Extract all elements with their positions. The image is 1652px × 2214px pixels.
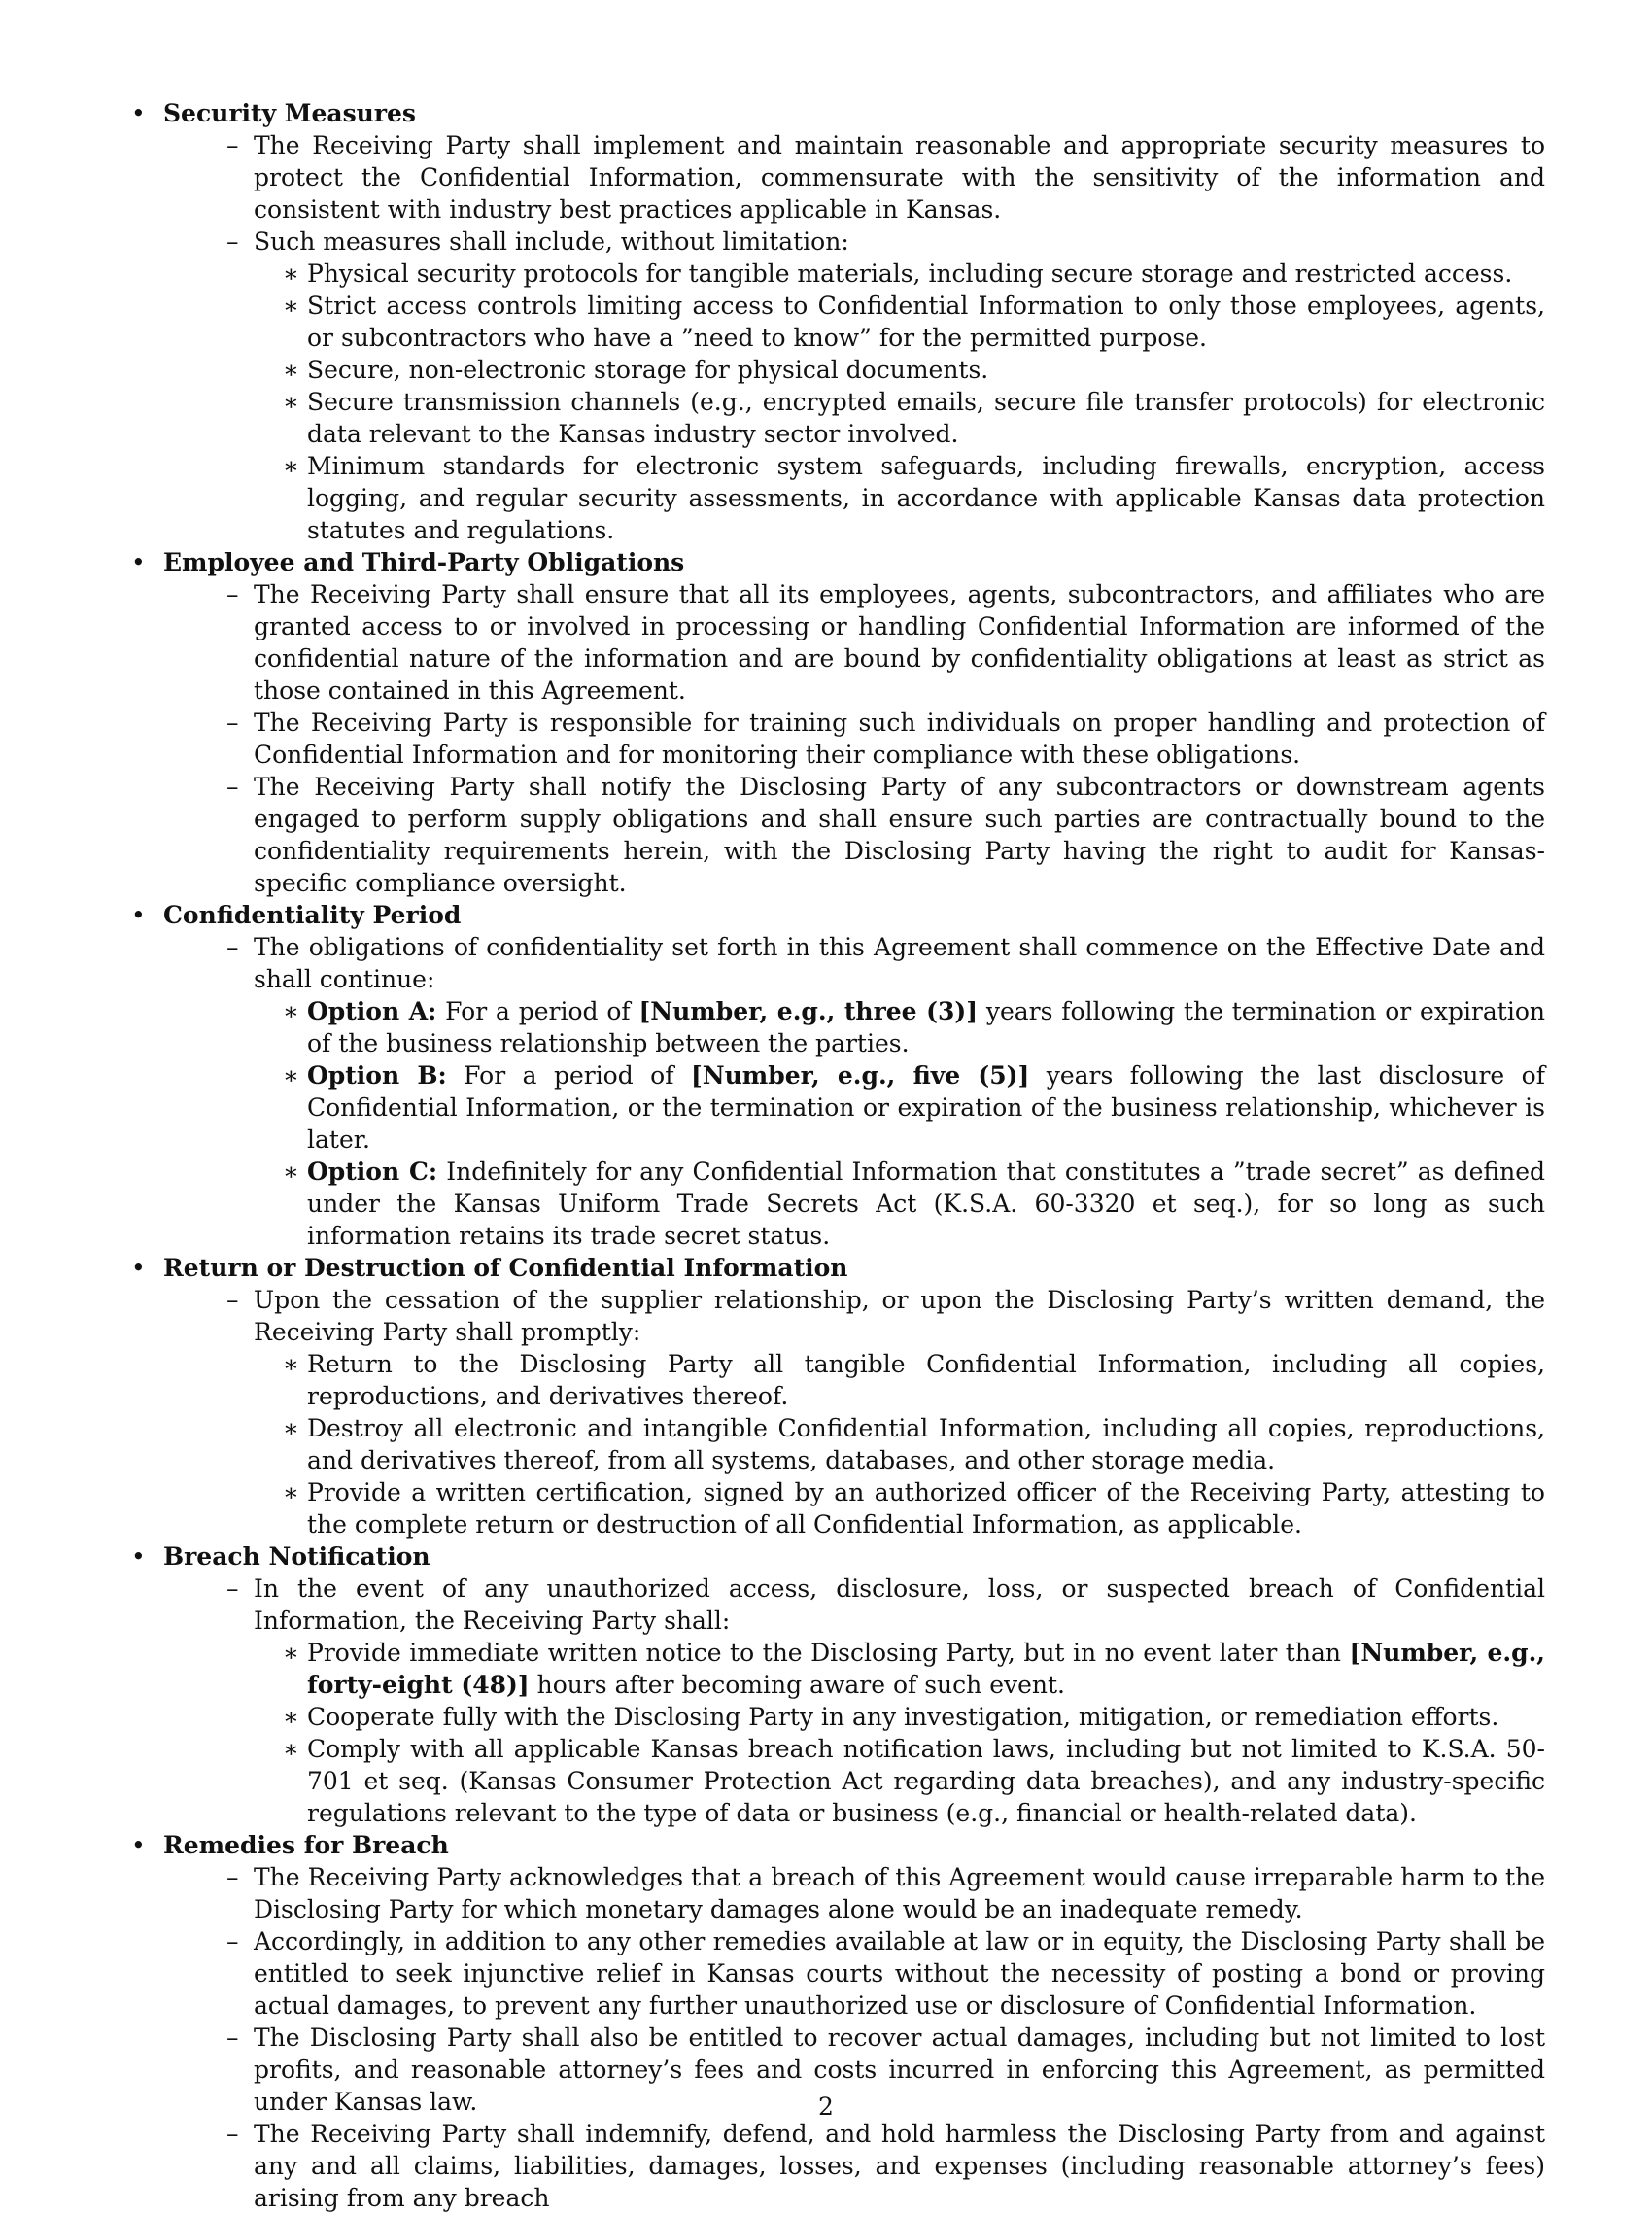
clause-text: – The Receiving Party acknowledges that a breach of this Agreement would cause irreparable harm to the Disclosing Party for which monetary damages alone would be an inadequate remedy. bbox=[254, 1863, 1545, 1923]
clause-text: – The Receiving Party is responsible for training such individuals on proper handling and protection of Confidential Information and for monitoring their compliance with these obligations. bbox=[254, 709, 1545, 769]
subclause-text: years following the last disclosure of Confidential Information, or the termination or expiration of the business relationship, whichever is later. bbox=[307, 1061, 1545, 1154]
clause-list bbox=[163, 1573, 1545, 1829]
clause-text: – The obligations of confidentiality set forth in this Agreement shall commence on the Effective Date and shall continue: bbox=[254, 933, 1545, 993]
clause-list bbox=[163, 1861, 1545, 2214]
clause bbox=[163, 1573, 1545, 1829]
subclause: ∗ Strict access controls limiting access to Confidential Information to only those employees, agents, or subcontractors who have a ”need to know” for the permitted purpose. bbox=[254, 290, 1545, 354]
clause-list bbox=[163, 1284, 1545, 1540]
clause-text: – Upon the cessation of the supplier relationship, or upon the Disclosing Party’s written demand, the Receiving Party shall promptly: bbox=[254, 1286, 1545, 1346]
clause-text: – The Receiving Party shall notify the Disclosing Party of any subcontractors or downstream agents engaged to perform supply obligations and shall ensure such parties are contractually bound to the confidentiality requirements herein, with the Disclosing Party having the right to audit for Kansas-specific compliance oversight. bbox=[254, 773, 1545, 897]
fill-in-placeholder: [Number, e.g., five (5)] bbox=[690, 1061, 1030, 1090]
section-heading: • Security Measures bbox=[163, 99, 416, 127]
section bbox=[131, 1252, 1545, 1540]
clause bbox=[163, 1861, 1545, 1925]
section bbox=[131, 546, 1545, 899]
section-list bbox=[131, 97, 1545, 2214]
subclause: ∗ Secure transmission channels (e.g., encrypted emails, secure file transfer protocols) for electronic data relevant to the Kansas industry sector involved. bbox=[254, 386, 1545, 450]
subclause bbox=[254, 995, 1545, 1059]
document-body bbox=[131, 97, 1545, 2214]
page-number: 2 bbox=[818, 2093, 834, 2121]
section-heading: • Return or Destruction of Confidential Information bbox=[163, 1254, 848, 1282]
fill-in-placeholder: [Number, e.g., three (3)] bbox=[638, 997, 979, 1025]
subclause: ∗ Comply with all applicable Kansas breach notification laws, including but not limited to K.S.A. 50-701 et seq. (Kansas Consumer Protection Act regarding data breaches), and any industry-specific regulations relevant to the type of data or business (e.g., financial or health-related data). bbox=[254, 1733, 1545, 1829]
section bbox=[131, 97, 1545, 546]
clause-text: – The Receiving Party shall ensure that all its employees, agents, subcontractors, and affiliates who are granted access to or involved in processing or handling Confidential Information are informed of the confidential nature of the information and are bound by confidentiality obligations at least as strict as those contained in this Agreement. bbox=[254, 580, 1545, 705]
clause bbox=[163, 2118, 1545, 2214]
fill-in-placeholder: [Number, e.g., forty-eight (48)] bbox=[307, 1639, 1545, 1699]
subclause-list bbox=[254, 995, 1545, 1252]
section-heading: • Breach Notification bbox=[163, 1542, 430, 1571]
clause bbox=[163, 931, 1545, 1252]
clause-text: – Accordingly, in addition to any other remedies available at law or in equity, the Disclosing Party shall be entitled to seek injunctive relief in Kansas courts without the necessity of posting a bond or proving actual damages, to prevent any further unauthorized use or disclosure of Confidential Information. bbox=[254, 1927, 1545, 2020]
option-label: Option C: bbox=[307, 1158, 438, 1186]
option-label: Option A: bbox=[307, 997, 437, 1025]
clause bbox=[163, 771, 1545, 899]
section bbox=[131, 899, 1545, 1252]
clause-text: – In the event of any unauthorized access, disclosure, loss, or suspected breach of Confidential Information, the Receiving Party shall: bbox=[254, 1574, 1545, 1635]
clause-list bbox=[163, 931, 1545, 1252]
subclause-text: Indefinitely for any Confidential Information that constitutes a ”trade secret” as defined under the Kansas Uniform Trade Secrets Act (K.S.A. 60-3320 et seq.), for so long as such information retains its trade secret status. bbox=[307, 1158, 1545, 1250]
clause-list bbox=[163, 129, 1545, 546]
subclause: ∗ Physical security protocols for tangible materials, including secure storage and restricted access. bbox=[254, 258, 1545, 290]
subclause-text: hours after becoming aware of such event. bbox=[529, 1671, 1066, 1699]
section-heading: • Confidentiality Period bbox=[163, 901, 462, 929]
clause-text: – The Receiving Party shall implement and maintain reasonable and appropriate security measures to protect the Confidential Information, commensurate with the sensitivity of the information and consistent with industry best practices applicable in Kansas. bbox=[254, 131, 1545, 224]
section-heading: • Employee and Third-Party Obligations bbox=[163, 548, 685, 576]
subclause-text: years following the termination or expiration of the business relationship between the parties. bbox=[307, 997, 1545, 1057]
subclause bbox=[254, 1059, 1545, 1156]
section bbox=[131, 1540, 1545, 1829]
clause-text: – The Disclosing Party shall also be entitled to recover actual damages, including but not limited to lost profits, and reasonable attorney’s fees and costs incurred in enforcing this Agreement, as permitted under Kansas law. bbox=[254, 2024, 1545, 2116]
subclause-list bbox=[254, 1637, 1545, 1829]
subclause: ∗ Destroy all electronic and intangible Confidential Information, including all copies, reproductions, and derivatives thereof, from all systems, databases, and other storage media. bbox=[254, 1412, 1545, 1476]
subclause-text: For a period of bbox=[436, 997, 639, 1025]
clause-text: – Such measures shall include, without limitation: bbox=[254, 227, 849, 256]
option-label: Option B: bbox=[307, 1061, 447, 1090]
clause bbox=[163, 1284, 1545, 1540]
subclause: ∗ Provide a written certification, signed by an authorized officer of the Receiving Party, attesting to the complete return or destruction of all Confidential Information, as applicable. bbox=[254, 1476, 1545, 1540]
subclause: ∗ Minimum standards for electronic system safeguards, including firewalls, encryption, access logging, and regular security assessments, in accordance with applicable Kansas data protection statutes and regulations. bbox=[254, 450, 1545, 546]
subclause: ∗ Secure, non-electronic storage for physical documents. bbox=[254, 354, 1545, 386]
subclause: ∗ Return to the Disclosing Party all tangible Confidential Information, including all copies, reproductions, and derivatives thereof. bbox=[254, 1348, 1545, 1412]
subclause bbox=[254, 1637, 1545, 1701]
section bbox=[131, 1829, 1545, 2214]
clause bbox=[163, 129, 1545, 225]
clause bbox=[163, 578, 1545, 707]
subclause: ∗ Cooperate fully with the Disclosing Party in any investigation, mitigation, or remediation efforts. bbox=[254, 1701, 1545, 1733]
subclause bbox=[254, 1156, 1545, 1252]
subclause-list bbox=[254, 1348, 1545, 1540]
subclause-text: Provide immediate written notice to the Disclosing Party, but in no event later than bbox=[307, 1639, 1350, 1667]
clause bbox=[163, 1925, 1545, 2022]
subclause-text: For a period of bbox=[446, 1061, 691, 1090]
clause-list bbox=[163, 578, 1545, 899]
clause-text: – The Receiving Party shall indemnify, defend, and hold harmless the Disclosing Party from and against any and all claims, liabilities, damages, losses, and expenses (including reasonable attorney’s fees) arising from any breach bbox=[254, 2120, 1545, 2212]
clause bbox=[163, 225, 1545, 546]
section-heading: • Remedies for Breach bbox=[163, 1831, 449, 1859]
subclause-list bbox=[254, 258, 1545, 546]
clause bbox=[163, 707, 1545, 771]
